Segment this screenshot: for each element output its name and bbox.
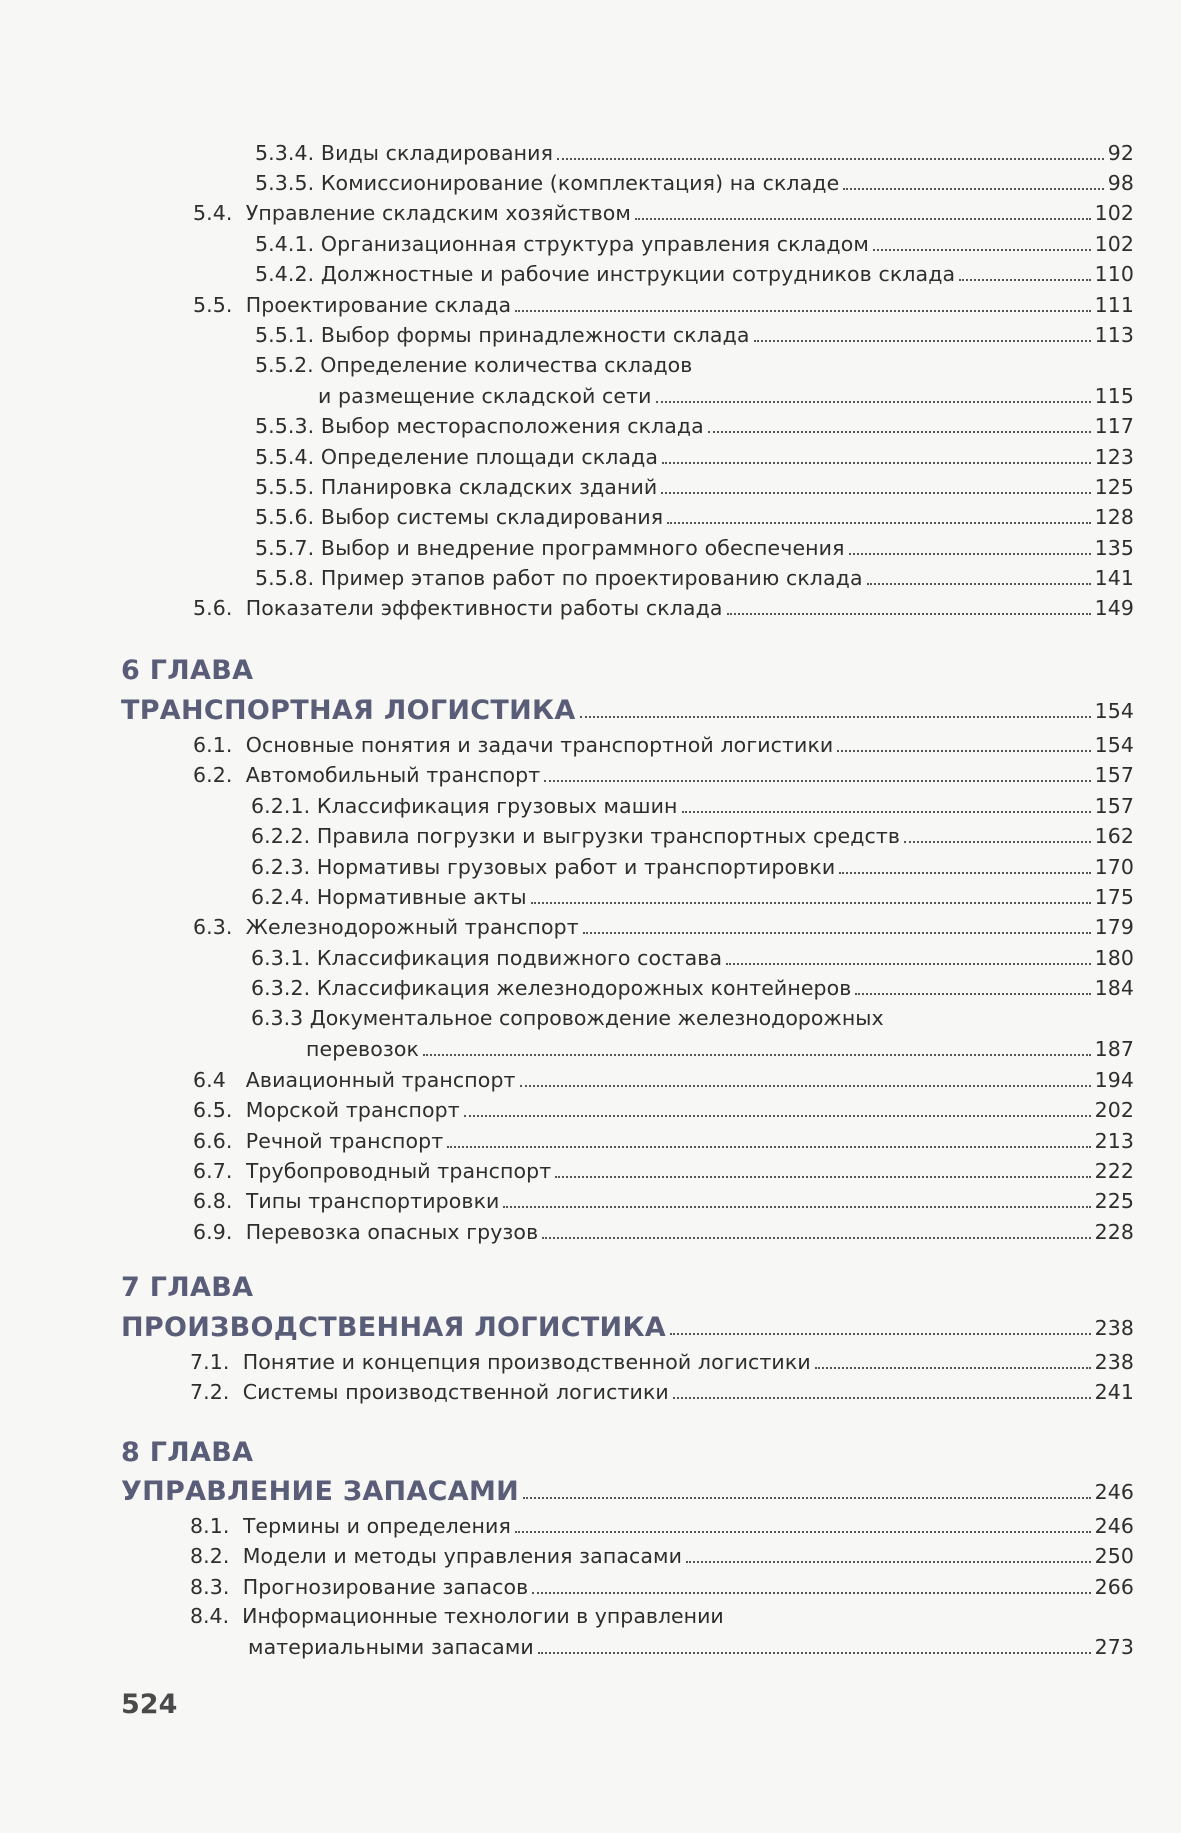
chapter-8-page: 246	[1094, 1480, 1134, 1504]
entry-page: 170	[1094, 855, 1134, 879]
entry-page: 184	[1094, 976, 1134, 1000]
entry-title: Трубопроводный транспорт	[245, 1159, 552, 1183]
entry-number: 6.8.	[193, 1189, 233, 1213]
entry-number: 6.3.2.	[251, 976, 311, 1000]
entry-page: 179	[1094, 915, 1134, 939]
toc-entry-6-3-3-line1[interactable]	[251, 1005, 884, 1031]
leader-dots	[843, 187, 1103, 190]
entry-title: Определение площади склада	[320, 445, 659, 469]
toc-entry-7-1[interactable]	[190, 1345, 1134, 1375]
entry-number: 6.9.	[193, 1220, 233, 1244]
entry-number: 8.2.	[190, 1544, 230, 1568]
entry-page: 157	[1094, 763, 1134, 787]
entry-number: 5.4.1.	[255, 232, 315, 256]
entry-title: Выбор и внедрение программного обеспечения	[320, 536, 845, 560]
entry-page: 162	[1094, 824, 1134, 848]
leader-dots	[904, 840, 1090, 843]
page-number: 524	[121, 1689, 178, 1720]
leader-dots	[855, 992, 1090, 995]
toc-entry-6-8[interactable]	[193, 1184, 1134, 1214]
entry-number: 6.2.	[193, 763, 233, 787]
entry-title: Документальное сопровождение железнодорожных	[309, 1006, 884, 1030]
entry-number: 6.7.	[193, 1159, 233, 1183]
chapter-7-title-row[interactable]	[121, 1307, 1134, 1341]
toc-entry-6-3-1[interactable]	[251, 941, 1134, 971]
entry-title-cont: и размещение складской сети	[318, 384, 652, 408]
entry-number: 8.4.	[190, 1604, 230, 1628]
chapter-8-title: УПРАВЛЕНИЕ ЗАПАСАМИ	[121, 1479, 520, 1505]
entry-title: Должностные и рабочие инструкции сотрудников склада	[320, 262, 956, 286]
toc-entry-6-3[interactable]	[193, 910, 1134, 940]
toc-entry-5-5-8[interactable]	[255, 561, 1134, 591]
entry-page: 157	[1094, 794, 1134, 818]
entry-title: Правила погрузки и выгрузки транспортных средств	[316, 824, 901, 848]
toc-entry-8-1[interactable]	[190, 1509, 1134, 1539]
entry-title: Определение количества складов	[320, 353, 693, 377]
entry-title: Выбор системы складирования	[320, 505, 664, 529]
toc-entry-6-3-2[interactable]	[251, 971, 1134, 1001]
leader-dots	[815, 1366, 1091, 1369]
toc-entry-8-4-line1[interactable]	[190, 1603, 724, 1629]
entry-title: Железнодорожный транспорт	[245, 915, 579, 939]
entry-page: 225	[1094, 1189, 1134, 1213]
entry-title: Авиационный транспорт	[245, 1068, 516, 1092]
leader-dots	[867, 582, 1091, 585]
entry-title: Классификация железнодорожных контейнеров	[316, 976, 852, 1000]
entry-page: 175	[1094, 885, 1134, 909]
toc-entry-6-5[interactable]	[193, 1093, 1134, 1123]
toc-entry-8-4-line2[interactable]	[248, 1630, 1134, 1660]
entry-page: 128	[1094, 505, 1134, 529]
entry-title: Комиссионирование (комплектация) на складе	[320, 171, 840, 195]
entry-title: Системы производственной логистики	[242, 1380, 669, 1404]
leader-dots	[873, 248, 1091, 251]
chapter-7-page: 238	[1094, 1316, 1134, 1340]
entry-title: Информационные технологии в управлении	[242, 1604, 724, 1628]
entry-number: 5.5.4.	[255, 445, 315, 469]
leader-dots	[670, 1332, 1091, 1335]
toc-entry-5-4-1[interactable]	[255, 227, 1134, 257]
toc-entry-5-6[interactable]	[193, 591, 1134, 621]
entry-page: 102	[1094, 232, 1134, 256]
toc-entry-6-2[interactable]	[193, 758, 1134, 788]
entry-page: 187	[1094, 1037, 1134, 1061]
leader-dots	[656, 400, 1091, 403]
leader-dots	[837, 749, 1090, 752]
entry-title: Показатели эффективности работы склада	[245, 596, 723, 620]
toc-entry-5-5-6[interactable]	[255, 500, 1134, 530]
entry-page: 135	[1094, 536, 1134, 560]
toc-entry-6-2-2[interactable]	[251, 819, 1134, 849]
toc-entry-5-3-5[interactable]	[255, 166, 1134, 196]
entry-number: 6.4	[193, 1068, 226, 1092]
leader-dots	[727, 612, 1091, 615]
leader-dots	[544, 779, 1090, 782]
entry-title: Организационная структура управления складом	[320, 232, 869, 256]
toc-entry-5-4-2[interactable]	[255, 257, 1134, 287]
toc-entry-5-3-4[interactable]	[255, 136, 1134, 166]
leader-dots	[708, 430, 1091, 433]
chapter-7-label: 7 ГЛАВА	[121, 1272, 254, 1303]
toc-entry-5-5-1[interactable]	[255, 318, 1134, 348]
toc-entry-6-9[interactable]	[193, 1215, 1134, 1245]
entry-title: Планировка складских зданий	[320, 475, 658, 499]
entry-title-cont: материальными запасами	[248, 1635, 534, 1659]
leader-dots	[959, 278, 1090, 281]
entry-page: 202	[1094, 1098, 1134, 1122]
entry-title: Речной транспорт	[245, 1129, 444, 1153]
leader-dots	[662, 461, 1091, 464]
entry-title: Основные понятия и задачи транспортной логистики	[245, 733, 834, 757]
entry-title: Автомобильный транспорт	[245, 763, 541, 787]
leader-dots	[447, 1145, 1090, 1148]
leader-dots	[849, 552, 1091, 555]
entry-page: 110	[1094, 262, 1134, 286]
entry-page: 141	[1094, 566, 1134, 590]
toc-entry-5-5-7[interactable]	[255, 531, 1134, 561]
leader-dots	[523, 1496, 1091, 1499]
leader-dots	[754, 339, 1091, 342]
entry-page: 266	[1094, 1575, 1134, 1599]
entry-page: 123	[1094, 445, 1134, 469]
entry-number: 5.5.2.	[255, 353, 314, 377]
toc-entry-6-2-1[interactable]	[251, 789, 1134, 819]
leader-dots	[423, 1053, 1091, 1056]
entry-title: Понятие и концепция производственной логистики	[242, 1350, 811, 1374]
entry-page: 98	[1107, 171, 1134, 195]
entry-number: 6.2.1.	[251, 794, 311, 818]
toc-entry-6-7[interactable]	[193, 1154, 1134, 1184]
entry-number: 5.5.5.	[255, 475, 315, 499]
leader-dots	[839, 871, 1090, 874]
entry-number: 6.3.3	[251, 1006, 304, 1030]
leader-dots	[557, 157, 1104, 160]
leader-dots	[661, 491, 1090, 494]
toc-entry-6-3-3-line2[interactable]	[306, 1032, 1134, 1062]
entry-title: Типы транспортировки	[245, 1189, 500, 1213]
entry-page: 246	[1094, 1514, 1134, 1538]
entry-page: 113	[1094, 323, 1134, 347]
entry-number: 6.2.4.	[251, 885, 311, 909]
entry-page: 241	[1094, 1380, 1134, 1404]
entry-page: 125	[1094, 475, 1134, 499]
chapter-6-title: ТРАНСПОРТНАЯ ЛОГИСТИКА	[121, 698, 576, 724]
entry-title: Проектирование склада	[245, 293, 512, 317]
leader-dots	[542, 1236, 1090, 1239]
toc-entry-5-5-4[interactable]	[255, 440, 1134, 470]
entry-number: 5.3.4.	[255, 141, 315, 165]
toc-entry-5-5-2-line1[interactable]	[255, 352, 692, 378]
entry-title: Классификация грузовых машин	[316, 794, 678, 818]
entry-page: 194	[1094, 1068, 1134, 1092]
toc-entry-7-2[interactable]	[190, 1375, 1134, 1405]
entry-number: 5.5.	[193, 293, 233, 317]
entry-title: Виды складирования	[320, 141, 554, 165]
chapter-8-label: 8 ГЛАВА	[121, 1437, 254, 1468]
toc-entry-5-5-2-line2[interactable]	[318, 379, 1134, 409]
entry-number: 5.5.7.	[255, 536, 315, 560]
leader-dots	[682, 810, 1091, 813]
chapter-8-title-row[interactable]	[121, 1471, 1134, 1505]
entry-title: Термины и определения	[242, 1514, 511, 1538]
leader-dots	[673, 1396, 1091, 1399]
toc-entry-5-4[interactable]	[193, 196, 1134, 226]
entry-number: 5.5.8.	[255, 566, 315, 590]
entry-number: 6.2.3.	[251, 855, 311, 879]
leader-dots	[464, 1114, 1091, 1117]
leader-dots	[515, 1530, 1091, 1533]
leader-dots	[515, 309, 1090, 312]
entry-number: 5.6.	[193, 596, 233, 620]
toc-entry-5-5-5[interactable]	[255, 470, 1134, 500]
chapter-7-title: ПРОИЗВОДСТВЕННАЯ ЛОГИСТИКА	[121, 1315, 667, 1341]
entry-page: 92	[1107, 141, 1134, 165]
entry-page: 102	[1094, 201, 1134, 225]
entry-page: 115	[1094, 384, 1134, 408]
entry-number: 6.1.	[193, 733, 233, 757]
entry-title: Нормативы грузовых работ и транспортировки	[316, 855, 836, 879]
entry-title: Выбор месторасположения склада	[320, 414, 704, 438]
toc-entry-5-5[interactable]	[193, 288, 1134, 318]
entry-page: 111	[1094, 293, 1134, 317]
entry-number: 6.3.	[193, 915, 233, 939]
leader-dots	[503, 1205, 1090, 1208]
leader-dots	[555, 1175, 1090, 1178]
leader-dots	[686, 1560, 1091, 1563]
toc-entry-8-2[interactable]	[190, 1539, 1134, 1569]
entry-number: 5.5.3.	[255, 414, 315, 438]
entry-page: 213	[1094, 1129, 1134, 1153]
leader-dots	[726, 962, 1090, 965]
entry-title-cont: перевозок	[306, 1037, 419, 1061]
entry-title: Модели и методы управления запасами	[242, 1544, 683, 1568]
entry-page: 154	[1094, 733, 1134, 757]
entry-number: 5.5.6.	[255, 505, 315, 529]
chapter-6-label: 6 ГЛАВА	[121, 655, 254, 686]
toc-entry-8-3[interactable]	[190, 1570, 1134, 1600]
entry-page: 117	[1094, 414, 1134, 438]
entry-number: 6.5.	[193, 1098, 233, 1122]
entry-number: 6.2.2.	[251, 824, 311, 848]
entry-number: 5.4.2.	[255, 262, 315, 286]
entry-title: Выбор формы принадлежности склада	[320, 323, 750, 347]
toc-entry-6-6[interactable]	[193, 1124, 1134, 1154]
entry-number: 8.1.	[190, 1514, 230, 1538]
entry-title: Морской транспорт	[245, 1098, 460, 1122]
toc-entry-6-2-3[interactable]	[251, 850, 1134, 880]
leader-dots	[531, 901, 1091, 904]
entry-title: Классификация подвижного состава	[316, 946, 723, 970]
leader-dots	[538, 1651, 1091, 1654]
leader-dots	[532, 1591, 1090, 1594]
entry-title: Пример этапов работ по проектированию склада	[320, 566, 863, 590]
entry-page: 180	[1094, 946, 1134, 970]
toc-entry-6-2-4[interactable]	[251, 880, 1134, 910]
entry-number: 5.5.1.	[255, 323, 315, 347]
entry-page: 149	[1094, 596, 1134, 620]
toc-entry-5-5-3[interactable]	[255, 409, 1134, 439]
entry-number: 8.3.	[190, 1575, 230, 1599]
leader-dots	[635, 217, 1091, 220]
entry-page: 228	[1094, 1220, 1134, 1244]
leader-dots	[667, 521, 1090, 524]
entry-number: 7.1.	[190, 1350, 230, 1374]
entry-title: Управление складским хозяйством	[245, 201, 631, 225]
entry-number: 5.3.5.	[255, 171, 315, 195]
entry-number: 6.6.	[193, 1129, 233, 1153]
leader-dots	[520, 1084, 1091, 1087]
leader-dots	[580, 715, 1091, 718]
entry-title: Прогнозирование запасов	[242, 1575, 529, 1599]
chapter-6-page: 154	[1094, 699, 1134, 723]
chapter-6-title-row[interactable]	[121, 690, 1134, 724]
toc-entry-6-4[interactable]	[193, 1063, 1134, 1093]
entry-page: 238	[1094, 1350, 1134, 1374]
entry-page: 273	[1094, 1635, 1134, 1659]
leader-dots	[583, 931, 1091, 934]
entry-number: 6.3.1.	[251, 946, 311, 970]
entry-title: Нормативные акты	[316, 885, 527, 909]
entry-number: 5.4.	[193, 201, 233, 225]
entry-number: 7.2.	[190, 1380, 230, 1404]
entry-page: 250	[1094, 1544, 1134, 1568]
toc-entry-6-1[interactable]	[193, 728, 1134, 758]
entry-page: 222	[1094, 1159, 1134, 1183]
entry-title: Перевозка опасных грузов	[245, 1220, 539, 1244]
